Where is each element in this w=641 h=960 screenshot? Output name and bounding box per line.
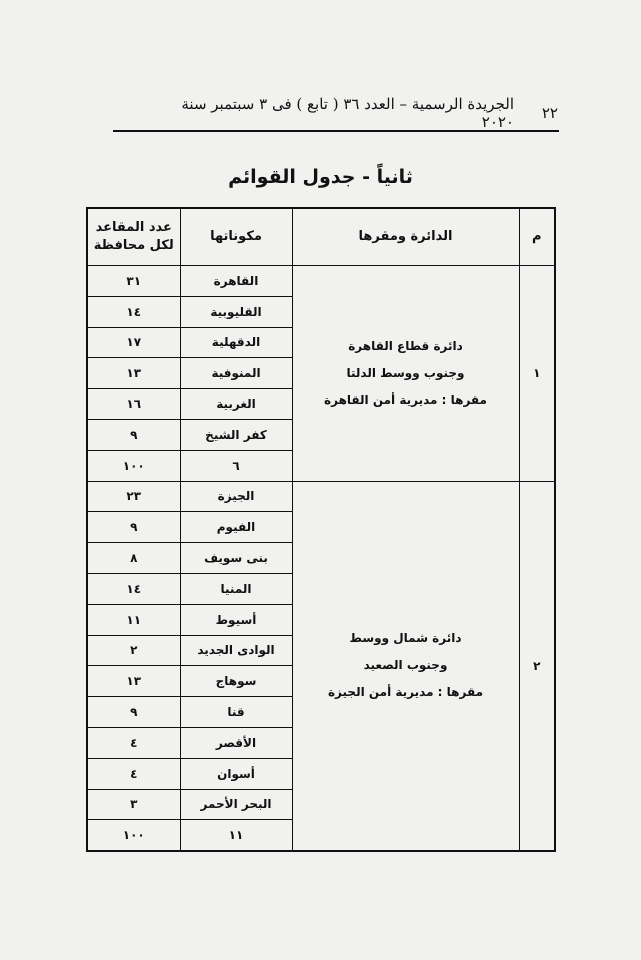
governorate-cell: الوادى الجديد xyxy=(180,635,292,666)
header-seats-line2: لكل محافظة xyxy=(93,238,174,253)
district-description-line-1: دائرة قطاع القاهرة xyxy=(348,338,463,353)
header-seats xyxy=(87,208,180,266)
seats-cell: ٣ xyxy=(87,789,180,820)
district-description-line-3: مقرها : مديرية أمن الجيزة xyxy=(327,685,484,700)
district-number: ٢ xyxy=(519,481,555,851)
table-body xyxy=(87,266,555,852)
table-row xyxy=(87,481,555,512)
seats-cell: ٢ xyxy=(87,635,180,666)
seats-cell: ٩ xyxy=(87,512,180,543)
seats-cell: ٤ xyxy=(87,727,180,758)
table-row xyxy=(87,266,555,297)
seats-cell: ٤ xyxy=(87,758,180,789)
governorate-cell: قنا xyxy=(180,697,292,728)
governorate-cell: ١١ xyxy=(180,820,292,851)
seats-cell: ١٣ xyxy=(87,666,180,697)
page-number: ٢٢ xyxy=(541,104,558,122)
governorate-cell: ٦ xyxy=(180,450,292,481)
seats-cell: ٩ xyxy=(87,419,180,450)
seats-cell: ٨ xyxy=(87,543,180,574)
lists-table-container xyxy=(86,207,554,852)
header-divider xyxy=(113,130,559,132)
header-seats-line1: عدد المقاعد xyxy=(95,220,172,235)
governorate-cell: أسوان xyxy=(180,758,292,789)
governorate-cell: الدقهلية xyxy=(180,327,292,358)
seats-cell: ١٠٠ xyxy=(87,820,180,851)
governorate-cell: سوهاج xyxy=(180,666,292,697)
governorate-cell: بنى سويف xyxy=(180,543,292,574)
governorate-cell: الأقصر xyxy=(180,727,292,758)
governorate-cell: المنيا xyxy=(180,573,292,604)
seats-cell: ١٧ xyxy=(87,327,180,358)
seats-cell: ١٣ xyxy=(87,358,180,389)
page-header xyxy=(148,95,558,131)
district-description xyxy=(292,266,519,482)
header-district: الدائرة ومقرها xyxy=(292,208,519,266)
section-title: ثانياً - جدول القوائم xyxy=(228,166,413,188)
district-description-line-3: مقرها : مديرية أمن القاهرة xyxy=(324,392,487,407)
table-header-row xyxy=(87,208,555,266)
governorate-cell: المنوفية xyxy=(180,358,292,389)
seats-cell: ٩ xyxy=(87,697,180,728)
governorate-cell: القاهرة xyxy=(180,266,292,297)
header-num: م xyxy=(519,208,555,266)
governorate-cell: القليوبية xyxy=(180,296,292,327)
governorate-cell: الجيزة xyxy=(180,481,292,512)
seats-cell: ٣١ xyxy=(87,266,180,297)
governorate-cell: الفيوم xyxy=(180,512,292,543)
seats-cell: ١٠٠ xyxy=(87,450,180,481)
seats-cell: ١٦ xyxy=(87,389,180,420)
seats-cell: ١٤ xyxy=(87,573,180,604)
district-description xyxy=(292,481,519,851)
district-number: ١ xyxy=(519,266,555,482)
district-description-line-1: دائرة شمال ووسط xyxy=(349,631,462,646)
seats-cell: ١١ xyxy=(87,604,180,635)
district-description-line-2: وجنوب ووسط الدلتا xyxy=(346,365,465,380)
gazette-header-text: الجريدة الرسمية – العدد ٣٦ ( تابع ) فى ٣ سبتمبر سنة ٢٠٢٠ xyxy=(181,95,514,131)
governorate-cell: الغربية xyxy=(180,389,292,420)
district-description-line-2: وجنوب الصعيد xyxy=(363,658,448,673)
seats-cell: ٢٣ xyxy=(87,481,180,512)
governorate-cell: كفر الشيخ xyxy=(180,419,292,450)
header-components: مكوناتها xyxy=(180,208,292,266)
lists-table xyxy=(86,207,556,852)
governorate-cell: أسيوط xyxy=(180,604,292,635)
governorate-cell: البحر الأحمر xyxy=(180,789,292,820)
seats-cell: ١٤ xyxy=(87,296,180,327)
